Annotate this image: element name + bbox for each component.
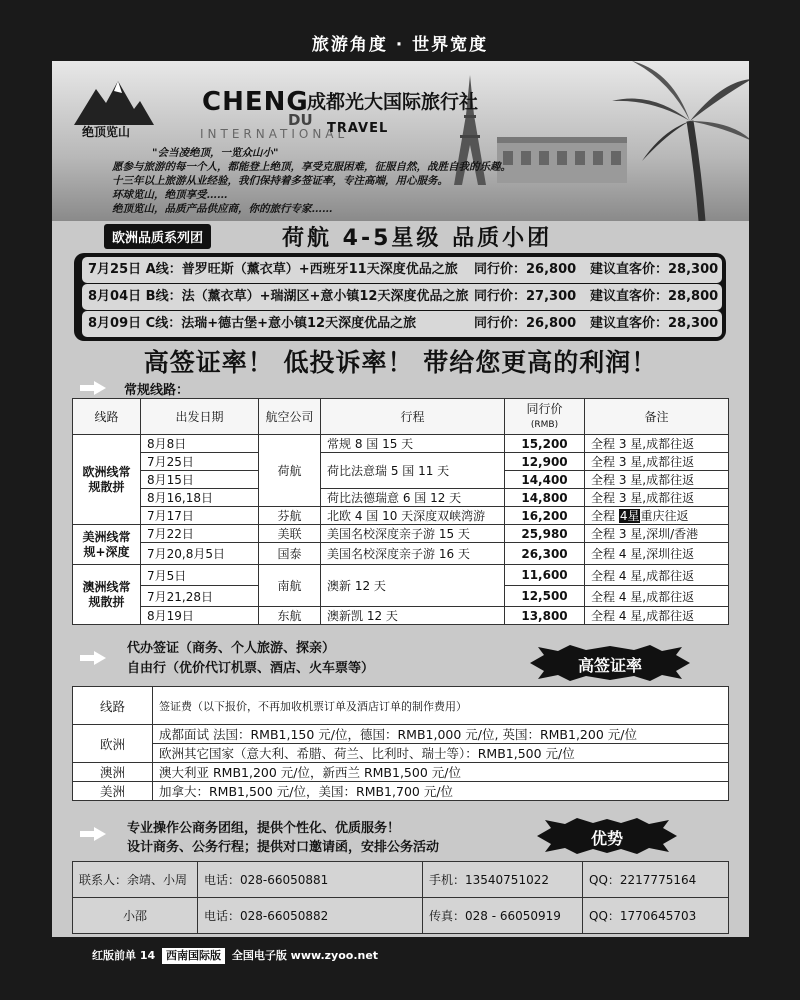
- cell-remark: 全程 3 星,成都往返: [585, 489, 729, 507]
- col-route: 线路: [73, 687, 153, 725]
- group-label: 欧洲线常规散拼: [82, 464, 131, 494]
- cell-itinerary: 澳新凯 12 天: [321, 607, 505, 625]
- advantage-title-1: 专业操作公商务团组，提供个性化、优质服务！: [127, 821, 401, 836]
- col-route: 线路: [73, 399, 141, 435]
- route-retail-price: 建议直客价：28,300: [590, 262, 719, 277]
- brand-du: DU: [288, 111, 313, 129]
- cell-route: 美洲: [73, 782, 153, 801]
- cell-fee: 澳大利亚 RMB1,200 元/位，新西兰 RMB1,500 元/位: [153, 763, 729, 782]
- contact-phone: 电话：028-66050882: [198, 898, 423, 934]
- visa-title-2: 自由行（优价代订机票、酒店、火车票等）: [127, 661, 375, 676]
- slogan-line: 环球览山，绝顶享受……: [112, 189, 228, 201]
- contact-person: 联系人：余靖、小周: [73, 862, 198, 898]
- featured-route: [82, 284, 722, 310]
- cell-itinerary: 荷比法德瑞意 6 国 12 天: [321, 489, 505, 507]
- remark-pre: 全程: [591, 509, 616, 523]
- col-price-unit: (RMB): [530, 419, 559, 430]
- cell-remark: 全程 3 星,成都往返: [585, 453, 729, 471]
- cell-date: 7月22日: [141, 525, 259, 543]
- cell-itinerary: 荷比法意瑞 5 国 11 天: [321, 453, 505, 489]
- route-desc: 8月04日 B线：法（薰衣草）+瑞湖区+意小镇12天深度优品之旅: [88, 289, 469, 304]
- visa-title-1: 代办签证（商务、个人旅游、探亲）: [127, 641, 336, 656]
- cell-price: 25,980: [505, 525, 585, 543]
- group-australia: [73, 565, 141, 625]
- featured-routes-box: [74, 253, 726, 341]
- cell-date: 8月19日: [141, 607, 259, 625]
- top-banner: 旅游角度 · 世界宽度: [311, 35, 489, 55]
- arrow-right-icon: [80, 827, 106, 841]
- col-airline: 航空公司: [259, 399, 321, 435]
- series-title: 荷航 4-5星级 品质小团: [282, 226, 553, 251]
- contact-person: 小邵: [73, 898, 198, 934]
- cell-remark: [585, 507, 729, 525]
- footer: [92, 946, 378, 966]
- cell-price: 12,500: [505, 586, 585, 607]
- contacts-table: [72, 861, 729, 934]
- cell-remark: 全程 3 星,成都往返: [585, 471, 729, 489]
- visa-fee-table: [72, 686, 729, 801]
- cell-airline: 荷航: [259, 435, 321, 507]
- mountain-logo-icon: [74, 79, 154, 127]
- table-row: [73, 435, 729, 453]
- cell-itinerary: 常规 8 国 15 天: [321, 435, 505, 453]
- cell-route: 欧洲: [73, 725, 153, 763]
- visa-titles: [127, 639, 374, 679]
- advertisement-page: [52, 61, 749, 937]
- col-remark: 备注: [585, 399, 729, 435]
- table-row: [73, 453, 729, 471]
- cell-airline: 东航: [259, 607, 321, 625]
- arrow-right-icon: [80, 651, 106, 665]
- group-america: [73, 525, 141, 565]
- remark-post: 重庆往返: [640, 509, 689, 523]
- cell-itinerary: 美国名校深度亲子游 15 天: [321, 525, 505, 543]
- contact-phone: 电话：028-66050881: [198, 862, 423, 898]
- visa-burst-text: 高签证率: [577, 656, 642, 675]
- route-desc: 7月25日 A线：普罗旺斯（薰衣草）+西班牙11天深度优品之旅: [88, 262, 458, 277]
- cell-airline: 美联: [259, 525, 321, 543]
- table-row: [73, 763, 729, 782]
- slogan-line: "会当凌绝顶，一览众山小": [152, 147, 279, 159]
- brand-cheng: CHENG: [202, 87, 309, 117]
- cell-remark: 全程 4 星,成都往返: [585, 586, 729, 607]
- cell-fee: 欧洲其它国家（意大利、希腊、荷兰、比利时、瑞士等）：RMB1,500 元/位: [153, 744, 729, 763]
- table-row: [73, 507, 729, 525]
- footer-box-2: 全国电子版: [231, 949, 287, 962]
- cell-fee: 成都面试 法国：RMB1,150 元/位，德国：RMB1,000 元/位, 英国：RMB1,200 元/位: [153, 725, 729, 744]
- col-fee: 签证费（以下报价，不再加收机票订单及酒店订单的制作费用）: [153, 687, 729, 725]
- cell-price: 12,900: [505, 453, 585, 471]
- colosseum-illustration: [497, 123, 627, 183]
- table-row: [73, 525, 729, 543]
- group-label: 澳洲线常规散拼: [82, 579, 131, 609]
- table-row: [73, 607, 729, 625]
- cell-remark: 全程 4 星,成都往返: [585, 607, 729, 625]
- cell-price: 13,800: [505, 607, 585, 625]
- cell-date: 7月21,28日: [141, 586, 259, 607]
- advantage-title-2: 设计商务、公务行程；提供对口邀请函，安排公务活动: [127, 840, 440, 855]
- cell-itinerary: 澳新 12 天: [321, 565, 505, 607]
- cell-fee: 加拿大：RMB1,500 元/位，美国：RMB1,700 元/位: [153, 782, 729, 801]
- cell-price: 11,600: [505, 565, 585, 586]
- cell-price: 14,400: [505, 471, 585, 489]
- table-header-row: [73, 687, 729, 725]
- col-itinerary: 行程: [321, 399, 505, 435]
- col-date: 出发日期: [141, 399, 259, 435]
- regular-routes-table: [72, 398, 729, 625]
- table-row: [73, 489, 729, 507]
- brand-international: INTERNATIONAL: [200, 127, 349, 141]
- route-peer-price: 同行价：26,800: [474, 262, 577, 277]
- logo-caption: 绝顶览山: [82, 125, 131, 139]
- table-row: [73, 744, 729, 763]
- cell-price: 15,200: [505, 435, 585, 453]
- slogan-line: 绝顶览山，品质产品供应商，你的旅行专家……: [112, 203, 333, 215]
- cell-remark: 全程 3 星,深圳/香港: [585, 525, 729, 543]
- advantage-titles: [127, 819, 439, 857]
- cell-date: 8月8日: [141, 435, 259, 453]
- footer-url[interactable]: www.zyoo.net: [290, 949, 379, 962]
- route-desc: 8月09日 C线：法瑞+德古堡+意小镇12天深度优品之旅: [88, 316, 417, 331]
- regular-section-title: 常规线路：: [124, 383, 190, 398]
- brand-chinese-name: 成都光大国际旅行社: [307, 91, 479, 113]
- cell-remark: 全程 3 星,成都往返: [585, 435, 729, 453]
- cell-price: 14,800: [505, 489, 585, 507]
- contact-fax: 传真：028 - 66050919: [423, 898, 583, 934]
- cell-airline: 南航: [259, 565, 321, 607]
- cell-itinerary: 美国名校深度亲子游 16 天: [321, 543, 505, 565]
- cell-date: 7月25日: [141, 453, 259, 471]
- advantage-burst-text: 优势: [590, 829, 623, 848]
- remark-highlight: 4星: [619, 509, 640, 523]
- route-peer-price: 同行价：26,800: [474, 316, 577, 331]
- cell-itinerary: 北欧 4 国 10 天深度双峡湾游: [321, 507, 505, 525]
- featured-route: [82, 257, 722, 283]
- cell-remark: 全程 4 星,成都往返: [585, 565, 729, 586]
- col-price: [505, 399, 585, 435]
- cell-date: 7月5日: [141, 565, 259, 586]
- cell-price: 16,200: [505, 507, 585, 525]
- cell-date: 7月17日: [141, 507, 259, 525]
- featured-route: [82, 311, 722, 337]
- table-header-row: [73, 399, 729, 435]
- cell-route: 澳洲: [73, 763, 153, 782]
- cell-date: 8月16,18日: [141, 489, 259, 507]
- cell-price: 26,300: [505, 543, 585, 565]
- footer-box-1: 西南国际版: [162, 948, 225, 964]
- col-price-label: 同行价: [526, 401, 563, 416]
- contact-mobile: 手机：13540751022: [423, 862, 583, 898]
- slogan-line: 十三年以上旅游从业经验，我们保持着多签证率，专注高端，用心服务。: [112, 175, 448, 187]
- big-slogan: 高签证率！ 低投诉率！ 带给您更高的利润！: [143, 348, 658, 377]
- cell-remark: 全程 4 星,深圳往返: [585, 543, 729, 565]
- table-row: [73, 543, 729, 565]
- group-label: 美洲线常规+深度: [82, 529, 131, 559]
- contact-qq: QQ：1770645703: [583, 898, 729, 934]
- header-image: [52, 61, 749, 221]
- table-row: [73, 565, 729, 586]
- cell-airline: 国泰: [259, 543, 321, 565]
- cell-date: 8月15日: [141, 471, 259, 489]
- palm-tree-illustration: [612, 61, 749, 221]
- slogan-line: 愿参与旅游的每一个人，都能登上绝顶，享受克服困难，征服自然，战胜自我的乐趣。: [112, 161, 511, 173]
- route-retail-price: 建议直客价：28,300: [590, 316, 719, 331]
- route-peer-price: 同行价：27,300: [474, 289, 577, 304]
- cell-date: 7月20,8月5日: [141, 543, 259, 565]
- contact-qq: QQ：2217775164: [583, 862, 729, 898]
- arrow-right-icon: [80, 381, 106, 395]
- footer-left: 红版前单 14: [92, 949, 156, 962]
- table-row: [73, 782, 729, 801]
- series-label: 欧洲品质系列团: [104, 224, 211, 249]
- cell-airline: 芬航: [259, 507, 321, 525]
- table-row: [73, 725, 729, 744]
- route-retail-price: 建议直客价：28,800: [590, 289, 719, 304]
- series-row: [52, 221, 749, 251]
- brand-travel: TRAVEL: [327, 121, 389, 136]
- table-row: [73, 862, 729, 898]
- table-row: [73, 898, 729, 934]
- group-europe: [73, 435, 141, 525]
